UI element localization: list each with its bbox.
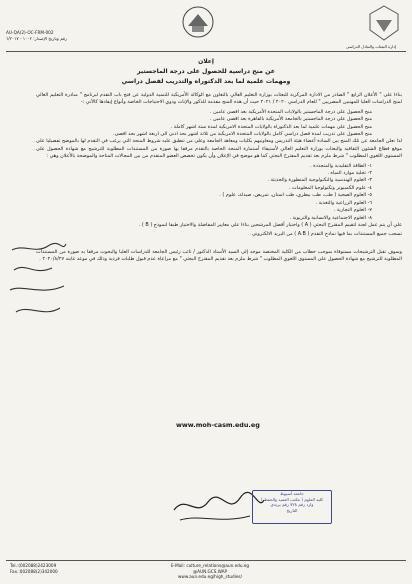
field-item: ٥- العلوم الصحية ( طب، طب بيطري، طب اسنان، تمريض، صيدلة، علوم ) . [219,192,372,199]
stamp-line1: جامعة أسيوط [280,491,304,496]
stamp-line2: كلية العلوم ( مكتب العميد والحفظ ) [260,496,324,502]
grant-type-item: منح الحصول على تدريب لمدة فصل دراسي كامل بالولايات المتحدة الامريكية من ثلاثة اشهر بحد ادنى الى اربعة اشهر بحد اقصى. [113,131,372,138]
footer-divider [6,560,406,561]
grant-type-item: منح الحصول على درجة الماجستير بالولايات المتحدة الأمريكية بعد اقصى عامين . [210,108,372,115]
footer-tel: Tel.:(002088)2423009 [10,563,57,568]
university-logo [174,4,222,42]
title-line3: ومهمات علمية لما بعد الدكتوراه والتدريب لفصل دراسي [121,78,291,85]
eligibility-paragraph: لذا تعلن الجامعة عن تلك المنح بين السادة أعضاء هيئة التدريس ومعاونيهم بكليات ومعاهد الجامعة وعلى من تنطبق عليه شروط المنحة التي يرغب في التقدم لها بالموضح تفصيليا على موقع قطاع الشئون الثقافية والبعثات بوزارة التعليم العالي لأستيفاء أستمارة المنحة الخاصة بالتقدم مرفقا بها صورة من المستندات المطلوبة للترشيح مع شهادة الحصول على المستوى اللغوي المطلوب " شرط ملزم بعد تقديم المقترح البحثي كما هو موضح في الإعلان وأن يكون تخصص العضو المتقدم من بين المجالات المتاحة والموضحة بالأعلان وهي : [36,138,402,160]
form-code: AU-QA(2)-OC-FRM-002 [6,30,54,35]
field-item: ٧- العلوم التجارية . [333,207,372,214]
footer-fax: Fax.:002088(2)342000 [10,568,58,574]
header-form-code [6,30,96,42]
field-item: ١- الطاقة التقليدية والمتجددة . [310,162,372,169]
title-announcement: إعلان [198,58,214,65]
footer-contact [10,563,58,574]
department-name: إدارة البعثات والتبادل الدراسى [345,44,397,49]
grant-type-item: منح الحصول على درجة الماجستير بالجامعة الأمريكية بالقاهرة بعد اقصى عامين . [209,116,372,123]
field-item: ٤- علوم الكمبيوتر وتكنولوجيا المعلومات . [288,184,372,191]
grant-types-list [36,109,402,139]
field-item: ٨- العلوم الاجتماعية والانسانية والتربوية . [289,214,372,221]
field-item: ٣- العلوم الهندسية والتكنولوجية المتطورة والحديثة . [267,177,372,184]
intro-paragraph: بناءا على " الأعلان الرابع " الصادر من الادارة المركزية للبعثات بوزارة التعليم العالي بالتعاون مع الوكالة الأمريكية للتنمية الدولية عن فتح باب التقدم لبرنامج " مبادرة التعليم العالي لمنح الدراسات العليا للمهنيين المصريين " للعام الدراسي ٢٠٢٠ / ٢٠٢١ حيث أن هذه المنح مقدمة للذكور والإناث وذوي الاحتياجات الخاصة وأنواع إيفادها كالآتي :- [36,92,402,106]
issue-line: رقم وتاريخ الإصدار: ١٠٠٢ - ٦/٢٠١٧ [6,36,67,41]
field-item: ٦- العلوم الزراعية والتغذية . [315,199,372,206]
stamp-line3: وارد رقم ٧٢٨ رقم بريدي [270,502,314,508]
ministry-emblem [366,4,402,44]
footer-email[interactable]: E-Mail: culture_relations@aun.edu.eg [170,563,250,568]
receipt-stamp [252,490,332,524]
footer-web[interactable]: www.aun.edu.eg/high_studies/ [178,574,242,580]
note-b-paragraph: تسحب جميع المستندات بما فيها نماذج التقدم ( A.B ) من البريد الالكتروني [251,231,402,238]
header-divider [6,51,406,52]
footer-email2: @AUN.GCS.WAP [192,568,228,574]
fields-list [36,163,402,222]
website-link[interactable]: www.moh-casm.edu.eg [176,421,260,429]
announcement-body [36,92,402,266]
note-a-paragraph: علي أن يتم عمل لجنة لتقييم المقترح البحثي ( A ) واختيار أفضل المرشحين بناءا على معايير المفاضلة والاختيار طبقا لنموذج ( B ) . [138,221,402,228]
title-line2: عن منح دراسية للحصول على درجة الماجستير [137,68,275,75]
grant-type-item: منح الحصول على مهمات علمية لما بعد الدكتوراة بالولايات المتحدة الامريكية لمدة ستة اشهر كاملة . [170,123,372,130]
footer-online [140,563,280,580]
closing-paragraph: وسوف تقبل الترشيحات مستوفاة بموجب خطاب من الكلية المختصة موجه إلى السيد الأستاذ الدكتور / نائب رئيس الجامعة للدراسات العليا والبحوث مرفقا به صورة من المستندات المطلوبة للترشيح مع شهادة الحصول على المستوى اللغوي المطلوب " شرط ملزم بعد تقديم المقترح البحثي " مع مراعاة عدم قبول طلبات فردية وذلك في موعد غايته ٢٠٢٠/٨/٢٧ . [36,248,402,263]
handwritten-margin-note [8,240,68,330]
stamp-line4: التاريخ [286,507,298,513]
field-item: ٢- تحلية موارد المياه . [327,170,372,177]
